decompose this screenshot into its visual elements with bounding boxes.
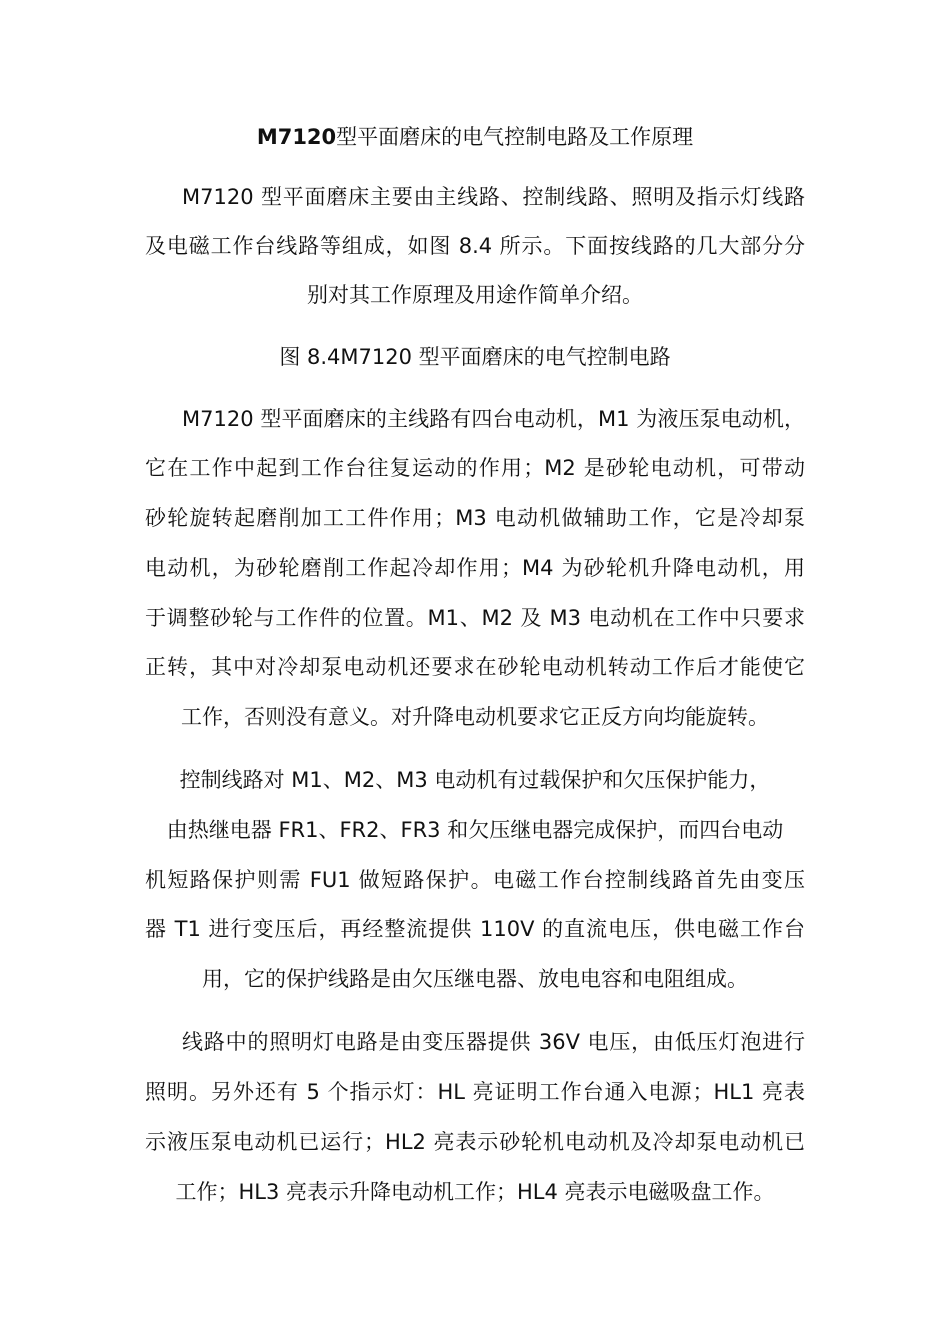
paragraph-4-line-3: 机短路保护则需 FU1 做短路保护。电磁工作台控制线路首先由变压: [145, 868, 805, 892]
document-title: [145, 122, 805, 152]
paragraph-4-line-1: 控制线路对 M1、M2、M3 电动机有过载保护和欠压保护能力，: [179, 768, 771, 792]
paragraph-3-line-3: 砂轮旋转起磨削加工工件作用；M3 电动机做辅助工作，它是冷却泵: [145, 506, 805, 530]
paragraph-3-line-5: 于调整砂轮与工作件的位置。M1、M2 及 M3 电动机在工作中只要求: [145, 606, 805, 630]
paragraph-4-line-4: 器 T1 进行变压后，再经整流提供 110V 的直流电压，供电磁工作台: [145, 917, 805, 941]
paragraph-5-line-2: 照明。另外还有 5 个指示灯：HL 亮证明工作台通入电源；HL1 亮表: [145, 1080, 805, 1104]
paragraph-5-line-1: 线路中的照明灯电路是由变压器提供 36V 电压，由低压灯泡进行: [182, 1030, 805, 1054]
paragraph-3-line-4: 电动机，为砂轮磨削工作起冷却作用；M4 为砂轮机升降电动机，用: [145, 556, 805, 580]
paragraph-5-line-4: 工作；HL3 亮表示升降电动机工作；HL4 亮表示电磁吸盘工作。: [175, 1180, 775, 1204]
figure-caption: 图 8.4M7120 型平面磨床的电气控制电路: [279, 345, 671, 369]
title-text: 型平面磨床的电气控制电路及工作原理: [336, 125, 694, 149]
paragraph-4-line-2: 由热继电器 FR1、FR2、FR3 和欠压继电器完成保护，而四台电动: [166, 818, 784, 842]
paragraph-3-line-2: 它在工作中起到工作台往复运动的作用；M2 是砂轮电动机，可带动: [145, 456, 805, 480]
title-model-code: M7120: [256, 125, 337, 149]
paragraph-3-line-7: 工作，否则没有意义。对升降电动机要求它正反方向均能旋转。: [181, 705, 769, 729]
paragraph-3-line-6: 正转，其中对冷却泵电动机还要求在砂轮电动机转动工作后才能使它: [145, 655, 805, 679]
paragraph-1-line-3: 别对其工作原理及用途作简单介绍。: [307, 283, 643, 307]
paragraph-4-line-5: 用，它的保护线路是由欠压继电器、放电电容和电阻组成。: [202, 967, 748, 991]
paragraph-1-line-1: M7120 型平面磨床主要由主线路、控制线路、照明及指示灯线路: [182, 185, 805, 209]
paragraph-3-line-1: M7120 型平面磨床的主线路有四台电动机，M1 为液压泵电动机，: [182, 407, 805, 431]
paragraph-5-line-3: 示液压泵电动机已运行；HL2 亮表示砂轮机电动机及冷却泵电动机已: [145, 1130, 805, 1154]
paragraph-1-line-2: 及电磁工作台线路等组成，如图 8.4 所示。下面按线路的几大部分分: [145, 234, 805, 258]
